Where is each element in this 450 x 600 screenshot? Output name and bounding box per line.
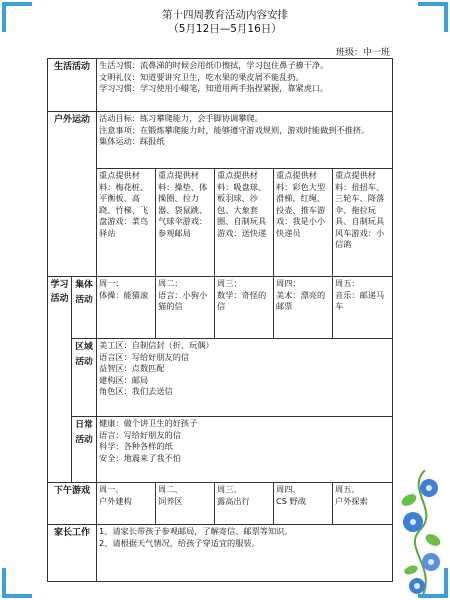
leaf-icon: [403, 564, 419, 576]
day-content: 数学：奇怪的信: [217, 289, 267, 311]
group-day-cell: [333, 277, 393, 339]
flower-icon: [420, 479, 438, 497]
daily-activity-content: [97, 417, 393, 483]
leaf-icon: [424, 532, 443, 549]
outdoor-materials-cell: 重点提供材料：吸盘球、板羽球、沙包、大象套圈、自制玩具游戏：送快递: [215, 169, 274, 277]
area-line: 益智区：点数匹配: [99, 363, 165, 373]
page-title: 第十四周教育活动内容安排: [162, 9, 288, 21]
day-content: 户外建构: [99, 495, 132, 506]
afternoon-label: 下午游戏: [48, 483, 97, 525]
daily-line: 科学：各种各样的纸: [99, 441, 173, 451]
afternoon-day-cell: [215, 483, 274, 525]
area-line: 美工区：自制信封（折、玩偶）: [99, 340, 214, 350]
date-range: （5月12日—5月16日）: [168, 23, 282, 35]
afternoon-day-cell: [333, 483, 393, 525]
life-line: 生活习惯：流鼻涕的时候会用纸巾擦拭，学习包住鼻子擤干净。: [99, 60, 329, 70]
day-label: 周四：: [276, 278, 301, 288]
class-label: 班级：中一班: [335, 48, 390, 58]
day-content: 音乐：邮递马车: [335, 289, 385, 311]
afternoon-day-cell: [156, 483, 215, 525]
outdoor-materials-row: [48, 169, 393, 277]
day-content: 体操：能猫滚: [99, 289, 149, 300]
day-label: 周二、: [158, 484, 183, 494]
day-label: 周一、: [99, 484, 124, 494]
day-label: 周一：: [99, 278, 124, 288]
parents-line: 1、请家长带孩子参观邮局，了解寄信、邮票等知识。: [99, 526, 293, 536]
flower-vine-decoration: [395, 470, 445, 595]
life-label: 生活活动: [48, 59, 97, 112]
outdoor-row: [48, 112, 393, 169]
group-day-cell: [156, 277, 215, 339]
group-day-cell: [215, 277, 274, 339]
life-row: [48, 59, 393, 112]
group-activity-row: [48, 277, 393, 339]
group-activity-label: 集体活动: [72, 277, 97, 339]
flower-icon: [403, 512, 423, 532]
area-activity-content: [97, 339, 393, 417]
flower-icon: [422, 553, 440, 571]
day-label: 周二：: [158, 278, 183, 288]
area-line: 语言区：写给好朋友的信: [99, 351, 190, 362]
day-label: 周五：: [335, 278, 360, 288]
day-content: 语言：小狗小猫的信: [158, 289, 208, 311]
day-content: CS 野战: [276, 495, 306, 506]
leaf-icon: [400, 492, 419, 509]
life-content: [97, 59, 393, 112]
parents-line: 2、请根据天气情况，给孩子穿适宜的服装。: [99, 537, 260, 548]
afternoon-day-cell: [97, 483, 156, 525]
day-label: 周五、: [335, 484, 360, 494]
parents-content: [97, 525, 393, 582]
area-activity-label: 区域活动: [72, 339, 97, 417]
outdoor-content: [97, 112, 393, 169]
group-day-cell: [274, 277, 333, 339]
day-content: 户外探索: [335, 495, 368, 506]
outdoor-line: 注意事项：在锻炼攀爬能力时，能够遵守游戏规则，游戏时能做到不推挤。: [99, 124, 370, 135]
learning-label: 学习活动: [48, 277, 72, 483]
outdoor-materials-cell: 重点提供材料：梅花桩、平衡板、高跷、竹梯、飞盘游戏：菜鸟驿站: [97, 169, 156, 277]
day-label: 周四、: [276, 484, 301, 494]
life-line: 学习习惯：学习使用小蜡笔，知道用两手指捏紧握，靠紧虎口。: [99, 83, 329, 93]
flower-icon: [409, 578, 425, 594]
outdoor-materials-cell: 重点提供材料：彩色大型滑梯、红绳、投壶、推车游戏：我是小小快递员: [274, 169, 333, 277]
afternoon-row: [48, 483, 393, 525]
day-label: 周三：: [217, 278, 242, 288]
daily-line: 健康：做个讲卫生的好孩子: [99, 418, 198, 428]
life-line: 文明礼仪：知道要讲究卫生，吃水果的果皮屑不能乱扔。: [99, 71, 304, 82]
daily-activity-label: 日常活动: [72, 417, 97, 483]
outdoor-materials-cell: 重点提供材料：扭扭车、三轮车、降落伞、拖拉玩具、自制玩具风车游戏：小信鸽: [333, 169, 393, 277]
daily-activity-row: [48, 417, 393, 483]
outdoor-label: 户外运动: [48, 112, 97, 277]
outdoor-line: 集体运动：踩报纸: [99, 136, 165, 146]
daily-line: 语言：写给好朋友的信: [99, 429, 181, 440]
day-content: 美术：漂亮的邮票: [276, 289, 326, 311]
outdoor-line: 活动目标：练习攀爬能力，会手脚协调攀爬。: [99, 113, 263, 123]
afternoon-day-cell: [274, 483, 333, 525]
day-content: 露高出行: [217, 495, 250, 506]
parents-row: [48, 525, 393, 582]
schedule-table: [47, 58, 393, 582]
group-day-cell: [97, 277, 156, 339]
frame-corner-bottom-left: [2, 568, 32, 598]
area-line: 建构区：邮局: [99, 374, 149, 385]
area-line: 角色区：我们去送信: [99, 386, 173, 396]
parents-label: 家长工作: [48, 525, 97, 582]
day-content: 饲养区: [158, 495, 183, 506]
day-label: 周三、: [217, 484, 242, 494]
area-activity-row: [48, 339, 393, 417]
outdoor-materials-cell: 重点提供材料：操垫、体操圈、拉力器、袋鼠跳、气球伞游戏：参观邮局: [156, 169, 215, 277]
daily-line: 安全：地震来了我不怕: [99, 452, 181, 463]
